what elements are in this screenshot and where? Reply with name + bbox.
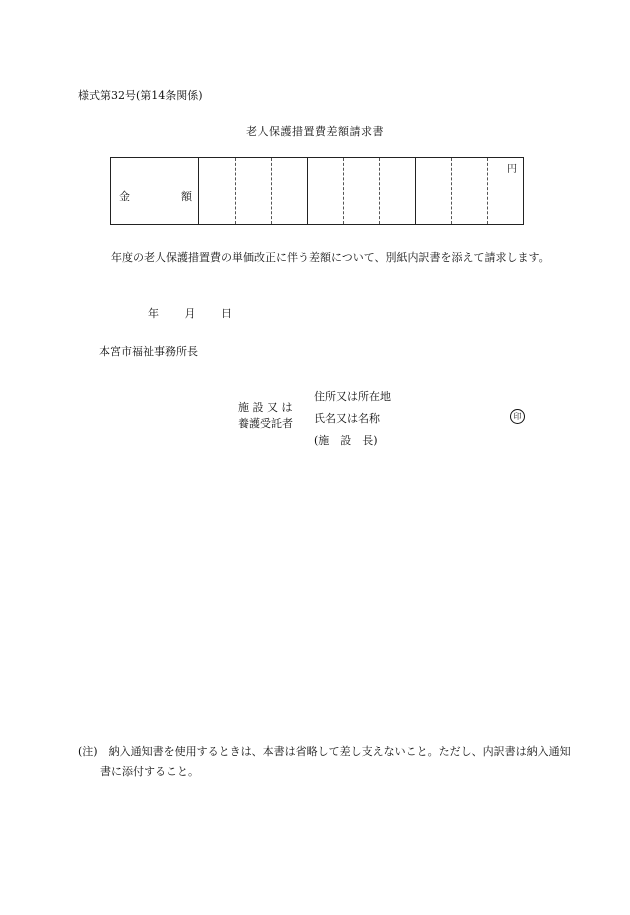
applicant-role bbox=[238, 400, 293, 432]
footnote: (注) 納入通知書を使用するときは、本書は省略して差し支えないこと。ただし、内訳書は納入通知書に添付すること。 bbox=[78, 745, 571, 778]
applicant-role-line2: 養護受託者 bbox=[238, 417, 293, 430]
group-divider bbox=[307, 158, 308, 224]
form-number: 様式第32号(第14条関係) bbox=[78, 89, 203, 102]
applicant-name-label: 氏名又は名称 bbox=[314, 412, 380, 425]
digit-divider bbox=[451, 158, 452, 224]
date-line: 年 月 日 bbox=[148, 307, 232, 320]
applicant-facility-head-label: (施 設 長) bbox=[314, 434, 378, 447]
seal-icon: 印 bbox=[510, 409, 525, 424]
amount-label-gaku: 額 bbox=[181, 190, 192, 203]
digit-divider bbox=[235, 158, 236, 224]
applicant-fields bbox=[314, 386, 391, 452]
digit-divider bbox=[487, 158, 488, 224]
yen-unit: 円 bbox=[507, 164, 517, 175]
request-paragraph: 年度の老人保護措置費の単価改正に伴う差額について、別紙内訳書を添えて請求します。 bbox=[111, 251, 550, 264]
amount-table bbox=[110, 157, 524, 225]
recipient-name: 本宮市福祉事務所長 bbox=[99, 345, 198, 358]
amount-label-cell bbox=[111, 158, 199, 224]
digit-divider bbox=[343, 158, 344, 224]
document-title: 老人保護措置費差額請求書 bbox=[246, 125, 384, 138]
applicant-address-label: 住所又は所在地 bbox=[314, 390, 391, 403]
group-divider bbox=[415, 158, 416, 224]
digit-divider bbox=[271, 158, 272, 224]
digit-divider bbox=[379, 158, 380, 224]
amount-label-kin: 金 bbox=[119, 190, 130, 203]
applicant-role-line1: 施 設 又 は bbox=[238, 401, 293, 414]
